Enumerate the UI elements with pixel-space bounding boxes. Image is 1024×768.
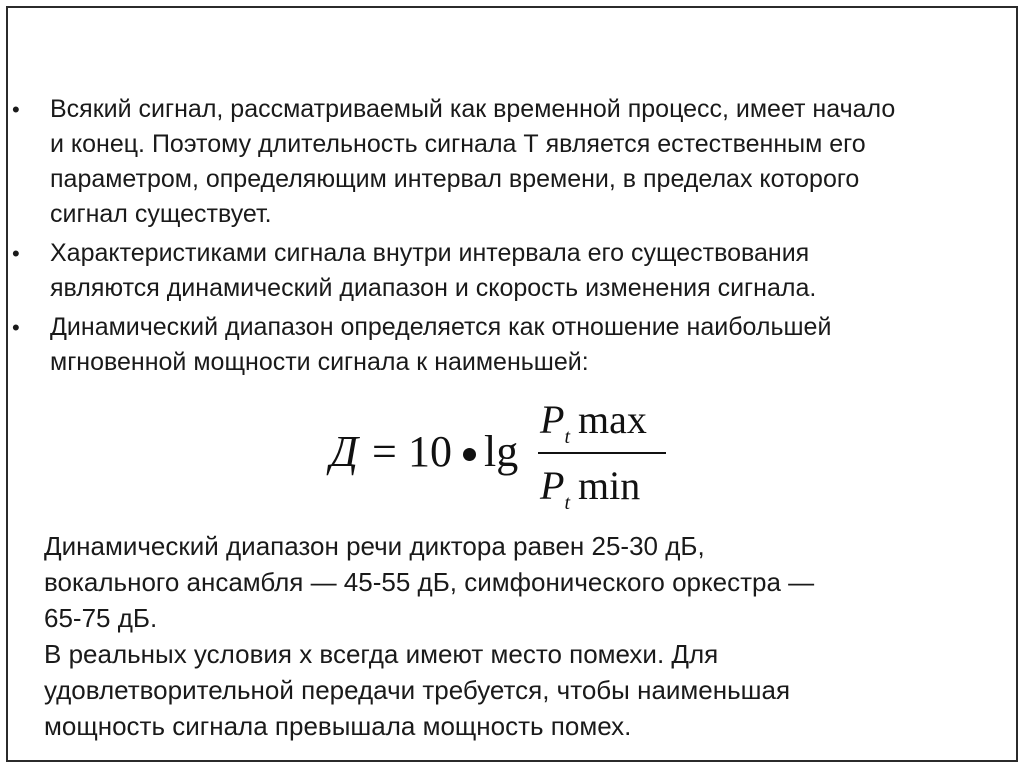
paragraph-line: мощность сигнала превышала мощность помех. — [44, 711, 632, 741]
bullet-line: мгновенной мощности сигнала к наименьшей: — [50, 348, 589, 376]
bullet-marker: • — [12, 241, 20, 266]
denominator-symbol: P — [540, 463, 565, 508]
dynamic-range-formula — [326, 394, 686, 512]
formula-equals: = — [372, 427, 397, 476]
numerator-symbol: P — [540, 397, 565, 442]
paragraph-line: Динамический диапазон речи диктора равен 25-30 дБ, — [44, 531, 705, 561]
bullet-line: сигнал существует. — [50, 200, 272, 228]
denominator-label: min — [578, 463, 641, 508]
bullet-text — [50, 92, 1010, 232]
multiply-dot — [463, 448, 476, 461]
bullet-text — [50, 236, 1010, 306]
bullet-line: являются динамический диапазон и скорость изменения сигнала. — [50, 274, 817, 302]
formula-coefficient: 10 — [408, 427, 452, 476]
bullet-marker: • — [12, 315, 20, 340]
numerator-label: max — [578, 397, 647, 442]
paragraph-line: вокального ансамбля — 45-55 дБ, симфонического оркестра — — [44, 567, 815, 597]
formula-function: lg — [484, 427, 519, 476]
fraction-bar — [538, 452, 666, 454]
paragraph-line: В реальных условия х всегда имеют место помехи. Для — [44, 639, 719, 669]
bullet-line: Характеристиками сигнала внутри интервала его существования — [50, 239, 810, 267]
formula-denominator — [540, 462, 641, 514]
bullet-line: параметром, определяющим интервал времени, в пределах которого — [50, 165, 860, 193]
paragraph-line: 65-75 дБ. — [44, 603, 158, 633]
bullet-marker: • — [12, 97, 20, 122]
slide — [6, 6, 1018, 762]
numerator-subscript: t — [564, 426, 570, 448]
bullet-line: Динамический диапазон определяется как отношение наибольшей — [50, 313, 832, 341]
summary-paragraph — [44, 528, 1004, 744]
formula-numerator — [540, 396, 647, 448]
bullet-line: Всякий сигнал, рассматриваемый как временной процесс, имеет начало — [50, 95, 896, 123]
formula-lhs: Д — [330, 427, 358, 476]
paragraph-line: удовлетворительной передачи требуется, чтобы наименьшая — [44, 675, 791, 705]
bullet-text — [50, 310, 1010, 380]
denominator-subscript: t — [564, 492, 570, 514]
bullet-line: и конец. Поэтому длительность сигнала Т является естественным его — [50, 130, 866, 158]
